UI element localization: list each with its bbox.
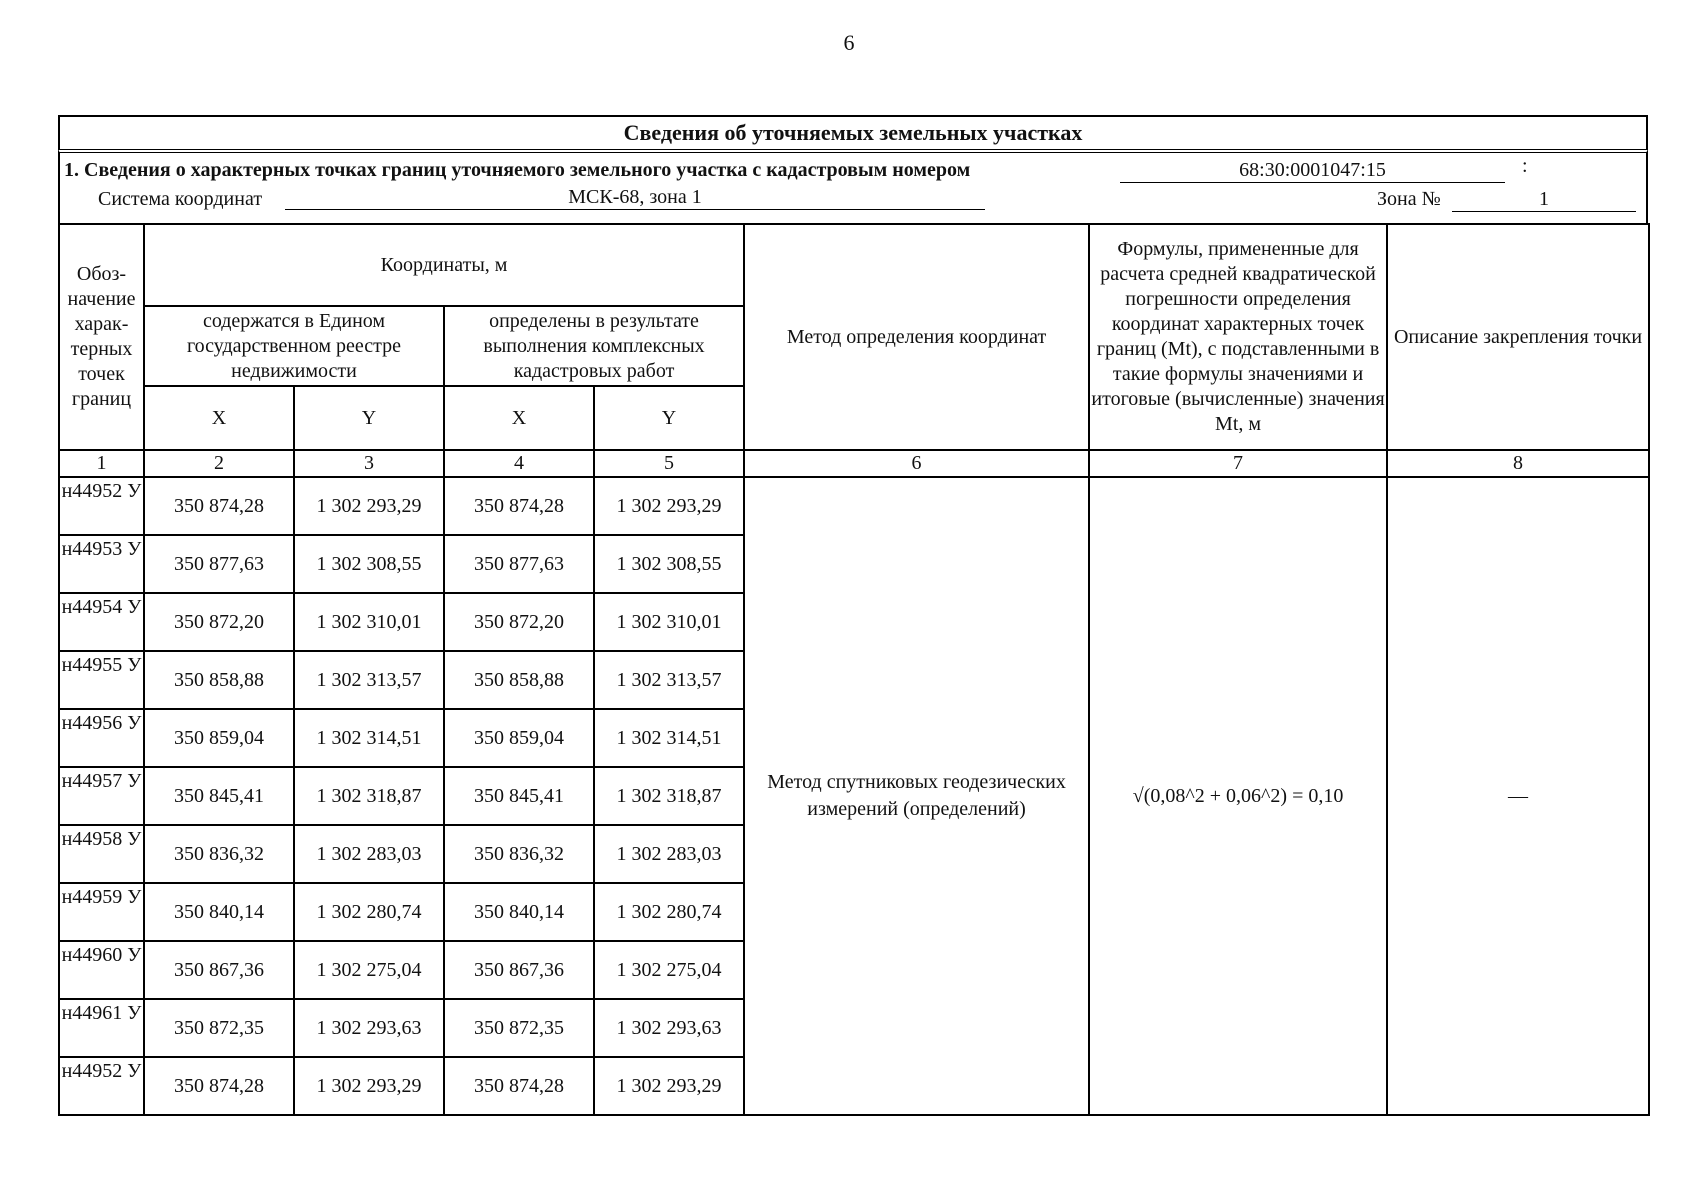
x-new-cell: 350 872,20 bbox=[444, 593, 594, 651]
point-cell: н44959 У bbox=[59, 883, 144, 941]
header-method: Метод определения координат bbox=[744, 224, 1089, 450]
y-new-cell: 1 302 293,29 bbox=[594, 1057, 744, 1115]
y-egrn-cell: 1 302 314,51 bbox=[294, 709, 444, 767]
header-y-new: Y bbox=[594, 386, 744, 450]
heading-colon: : bbox=[1522, 155, 1528, 177]
header-formulas: Формулы, примененные для расчета средней квадратической погрешности определения координат характерных точек границ (Mt), с подставленными в такие формулы значениями и итоговые (вычисленные) значения Mt, м bbox=[1089, 224, 1387, 450]
x-new-cell: 350 872,35 bbox=[444, 999, 594, 1057]
y-new-cell: 1 302 280,74 bbox=[594, 883, 744, 941]
column-number: 7 bbox=[1089, 450, 1387, 477]
y-egrn-cell: 1 302 293,63 bbox=[294, 999, 444, 1057]
point-cell: н44955 У bbox=[59, 651, 144, 709]
y-egrn-cell: 1 302 275,04 bbox=[294, 941, 444, 999]
column-number: 3 bbox=[294, 450, 444, 477]
y-new-cell: 1 302 275,04 bbox=[594, 941, 744, 999]
point-cell: н44957 У bbox=[59, 767, 144, 825]
point-cell: н44956 У bbox=[59, 709, 144, 767]
y-egrn-cell: 1 302 293,29 bbox=[294, 477, 444, 535]
x-new-cell: 350 859,04 bbox=[444, 709, 594, 767]
crs-value: МСК-68, зона 1 bbox=[285, 186, 985, 210]
section-header bbox=[58, 149, 1648, 223]
header-x-egrn: X bbox=[144, 386, 294, 450]
x-new-cell: 350 840,14 bbox=[444, 883, 594, 941]
y-new-cell: 1 302 293,63 bbox=[594, 999, 744, 1057]
y-new-cell: 1 302 313,57 bbox=[594, 651, 744, 709]
x-egrn-cell: 350 872,35 bbox=[144, 999, 294, 1057]
x-egrn-cell: 350 859,04 bbox=[144, 709, 294, 767]
section-heading: 1. Сведения о характерных точках границ уточняемого земельного участка с кадастровым номером bbox=[64, 159, 971, 181]
y-egrn-cell: 1 302 293,29 bbox=[294, 1057, 444, 1115]
header-coordinates: Координаты, м bbox=[144, 224, 744, 306]
point-cell: н44954 У bbox=[59, 593, 144, 651]
point-cell: н44961 У bbox=[59, 999, 144, 1057]
crs-label: Система координат bbox=[98, 188, 263, 210]
x-egrn-cell: 350 872,20 bbox=[144, 593, 294, 651]
header-y-egrn: Y bbox=[294, 386, 444, 450]
y-egrn-cell: 1 302 280,74 bbox=[294, 883, 444, 941]
column-number: 6 bbox=[744, 450, 1089, 477]
description-cell: — bbox=[1387, 477, 1649, 1115]
point-cell: н44952 У bbox=[59, 1057, 144, 1115]
zone-value: 1 bbox=[1452, 188, 1636, 212]
y-new-cell: 1 302 314,51 bbox=[594, 709, 744, 767]
document-frame bbox=[58, 115, 1648, 1116]
column-number: 8 bbox=[1387, 450, 1649, 477]
x-egrn-cell: 350 877,63 bbox=[144, 535, 294, 593]
column-number: 4 bbox=[444, 450, 594, 477]
y-egrn-cell: 1 302 283,03 bbox=[294, 825, 444, 883]
point-cell: н44960 У bbox=[59, 941, 144, 999]
zone-label: Зона № bbox=[1377, 188, 1441, 210]
x-egrn-cell: 350 874,28 bbox=[144, 477, 294, 535]
point-cell: н44952 У bbox=[59, 477, 144, 535]
point-cell: н44958 У bbox=[59, 825, 144, 883]
x-new-cell: 350 858,88 bbox=[444, 651, 594, 709]
y-egrn-cell: 1 302 310,01 bbox=[294, 593, 444, 651]
x-egrn-cell: 350 874,28 bbox=[144, 1057, 294, 1115]
x-new-cell: 350 845,41 bbox=[444, 767, 594, 825]
y-egrn-cell: 1 302 318,87 bbox=[294, 767, 444, 825]
y-new-cell: 1 302 308,55 bbox=[594, 535, 744, 593]
header-x-new: X bbox=[444, 386, 594, 450]
y-new-cell: 1 302 318,87 bbox=[594, 767, 744, 825]
column-number: 5 bbox=[594, 450, 744, 477]
formula-cell: √(0,08^2 + 0,06^2) = 0,10 bbox=[1089, 477, 1387, 1115]
x-egrn-cell: 350 858,88 bbox=[144, 651, 294, 709]
document-title: Сведения об уточняемых земельных участках bbox=[58, 115, 1648, 149]
header-complex-works: определены в результате выполнения комплексных кадастровых работ bbox=[444, 306, 744, 386]
y-new-cell: 1 302 283,03 bbox=[594, 825, 744, 883]
x-egrn-cell: 350 840,14 bbox=[144, 883, 294, 941]
y-new-cell: 1 302 310,01 bbox=[594, 593, 744, 651]
table-row bbox=[59, 477, 1649, 535]
header-egrn: содержатся в Едином государственном реестре недвижимости bbox=[144, 306, 444, 386]
x-new-cell: 350 874,28 bbox=[444, 1057, 594, 1115]
point-cell: н44953 У bbox=[59, 535, 144, 593]
x-new-cell: 350 877,63 bbox=[444, 535, 594, 593]
column-number: 2 bbox=[144, 450, 294, 477]
header-designation: Обоз- начение харак- терных точек границ bbox=[59, 224, 144, 450]
header-description: Описание закрепления точки bbox=[1387, 224, 1649, 450]
cadastral-number: 68:30:0001047:15 bbox=[1120, 159, 1505, 183]
x-new-cell: 350 867,36 bbox=[444, 941, 594, 999]
x-egrn-cell: 350 836,32 bbox=[144, 825, 294, 883]
page-number: 6 bbox=[843, 30, 855, 55]
column-numbers-row bbox=[59, 450, 1649, 477]
y-new-cell: 1 302 293,29 bbox=[594, 477, 744, 535]
x-new-cell: 350 874,28 bbox=[444, 477, 594, 535]
x-egrn-cell: 350 867,36 bbox=[144, 941, 294, 999]
column-number: 1 bbox=[59, 450, 144, 477]
boundary-points-table bbox=[58, 223, 1650, 1116]
y-egrn-cell: 1 302 308,55 bbox=[294, 535, 444, 593]
x-egrn-cell: 350 845,41 bbox=[144, 767, 294, 825]
method-cell: Метод спутниковых геодезических измерений (определений) bbox=[744, 477, 1089, 1115]
x-new-cell: 350 836,32 bbox=[444, 825, 594, 883]
y-egrn-cell: 1 302 313,57 bbox=[294, 651, 444, 709]
